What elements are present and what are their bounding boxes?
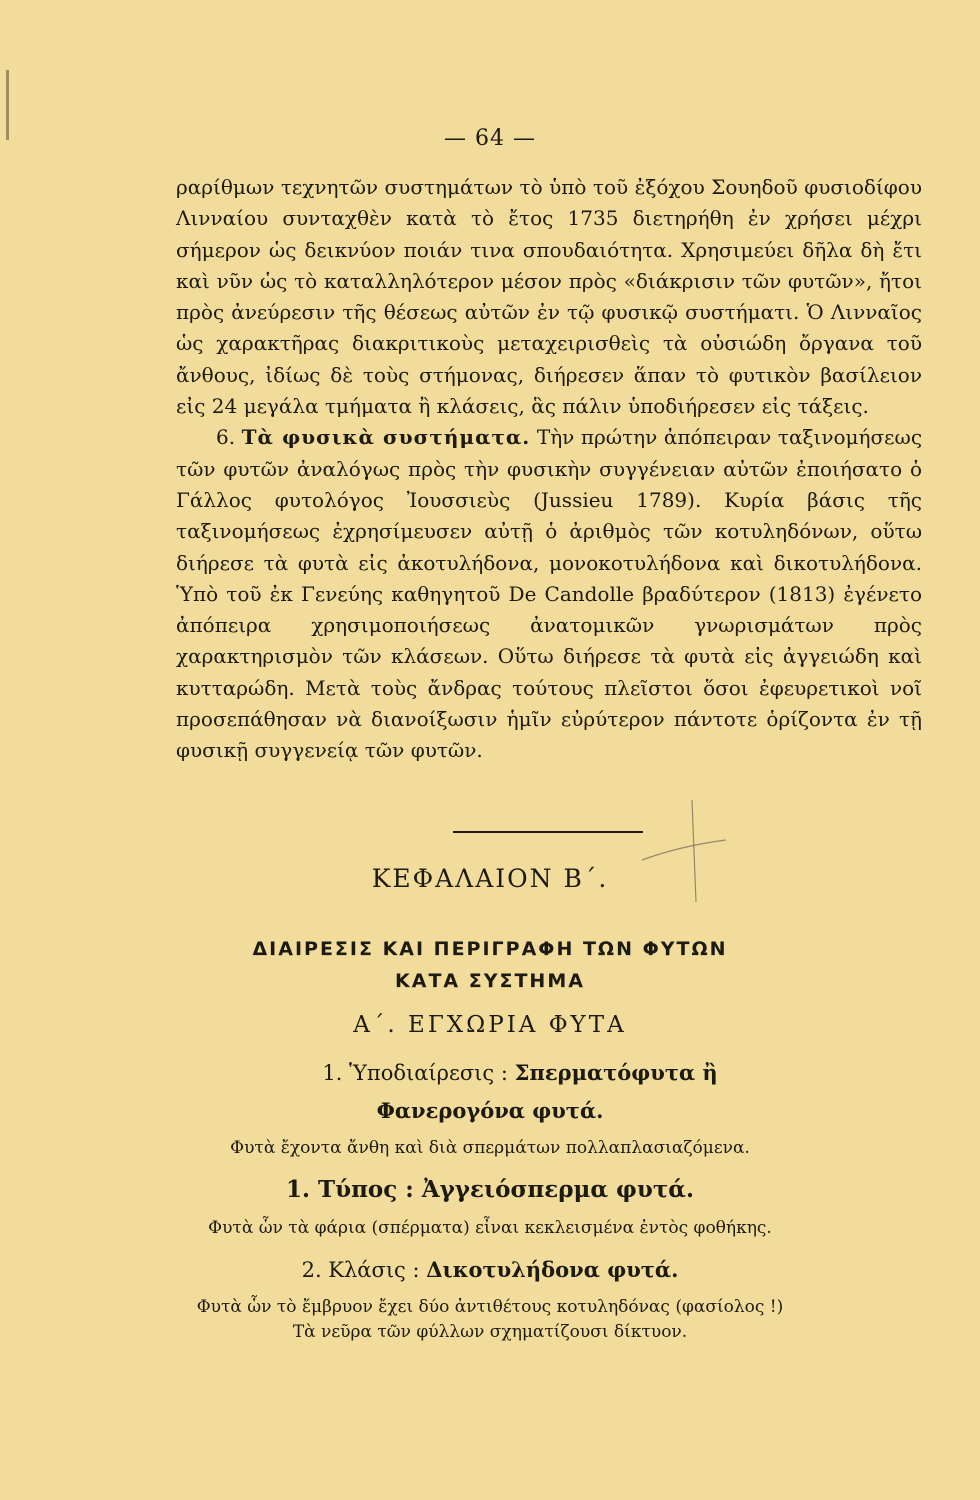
type-name: Ἀγγειόσπερμα φυτά. (421, 1176, 695, 1203)
section-6-number: 6. (216, 425, 236, 450)
class-line (0, 1257, 980, 1282)
subdivision-name-2: Φανερογόνα φυτά. (376, 1098, 604, 1123)
class-description-1: Φυτὰ ὧν τὸ ἔμβρυον ἔχει δύο ἀντιθέτους κοτυληδόνας (φασίολος !) (196, 1297, 784, 1317)
type-description: Φυτὰ ὧν τὰ φάρια (σπέρματα) εἶναι κεκλεισμένα ἐντὸς φοθήκης. (208, 1218, 772, 1238)
page-number: — 64 — (444, 126, 536, 151)
class-label: 2. Κλάσις : (301, 1258, 420, 1282)
section-divider (453, 831, 643, 833)
part-a-title: Α΄. ΕΓΧΩΡΙΑ ΦΥΤΑ (353, 1012, 627, 1038)
section-6-paragraph (176, 422, 922, 766)
subdivision-description: Φυτὰ ἔχοντα ἄνθη καὶ διὰ σπερμάτων πολλαπλασιαζόμενα. (230, 1138, 750, 1158)
subdivision-name-1: Σπερματόφυτα ἢ (514, 1060, 718, 1085)
heading-line-2: ΚΑΤΑ ΣΥΣΤΗΜΑ (395, 970, 585, 992)
section-6-text: Τὴν πρώτην ἀπόπειραν ταξινομήσεως τῶν φυτῶν ἀναλόγως πρὸς τὴν φυσικὴν συγγένειαν αὐτῶν ἐποιήσατο ὁ Γάλλος φυτολόγος Ἰουσσιεὺς (Jussieu 1789). Κυρία βάσις τῆς ταξινομήσεως ἐχρησίμευσεν αὐτῇ ὁ ἀριθμὸς τῶν κοτυληδόνων, οὕτω διήρεσε τὰ φυτὰ εἰς ἀκοτυλήδονα, μονοκοτυλήδονα καὶ δικοτυλήδονα. Ὑπὸ τοῦ ἐκ Γενεύης καθηγητοῦ De Candolle βραδύτερον (1813) ἐγένετο ἀπόπειρα χρησιμοποιήσεως ἀνατομικῶν γνωρισμάτων πρὸς χαρακτηρισμὸν τῶν κλάσεων. Οὕτω διήρεσε τὰ φυτὰ εἰς ἀγγειώδη καὶ κυτταρώδη. Μετὰ τοὺς ἄνδρας τούτους πλεῖστοι ὅσοι ἐφευρετικοὶ νοῖ προσεπάθησαν νὰ διανοίξωσιν ἡμῖν εὐρύτερον πάντοτε ὁρίζοντα ἐν τῇ φυσικῇ συγγενείᾳ τῶν φυτῶν. (176, 425, 923, 763)
chapter-title: ΚΕΦΑΛΑΙΟΝ Β΄. (371, 864, 609, 893)
class-name: Δικοτυλήδονα φυτά. (426, 1257, 679, 1282)
heading-line-1: ΔΙΑΙΡΕΣΙΣ ΚΑΙ ΠΕΡΙΓΡΑΦΗ ΤΩΝ ΦΥΤΩΝ (252, 938, 728, 960)
subdivision-line (0, 1060, 980, 1085)
type-label: 1. Τύπος : (285, 1176, 414, 1203)
section-6-title: Τὰ φυσικὰ συστήματα. (241, 425, 531, 450)
paragraph-1: ραρίθμων τεχνητῶν συστημάτων τὸ ὑπὸ τοῦ ἐξόχου Σουηδοῦ φυσιοδίφου Λινναίου συνταχθὲν κατὰ τὸ ἔτος 1735 διετηρήθη ἐν χρήσει μέχρι σήμερον ὡς δεικνύον ποιάν τινα σπουδαιότητα. Χρησιμεύει δῆλα δὴ ἔτι καὶ νῦν ὡς τὸ καταλληλότερον μέσον πρὸς «διάκρισιν τῶν φυτῶν», ἤτοι πρὸς ἀνεύρεσιν τῆς θέσεως αὐτῶν ἐν τῷ φυσικῷ συστήματι. Ὁ Λινναῖος ὡς χαρακτῆρας διακριτικοὺς μεταχειρισθεὶς τὰ οὐσιώδη ὄργανα τοῦ ἄνθους, ἰδίως δὲ τοὺς στήμονας, διήρεσεν ἅπαν τὸ φυτικὸν βασίλειον εἰς 24 μεγάλα τμήματα ἢ κλάσεις, ἃς πάλιν ὑποδιήρεσεν εἰς τάξεις. (176, 175, 922, 419)
class-description-2: Τὰ νεῦρα τῶν φύλλων σχηματίζουσι δίκτυον. (292, 1322, 688, 1342)
body-text (176, 172, 922, 767)
type-line (0, 1176, 980, 1203)
subdivision-label: 1. Ὑποδιαίρεσις : (322, 1061, 508, 1085)
